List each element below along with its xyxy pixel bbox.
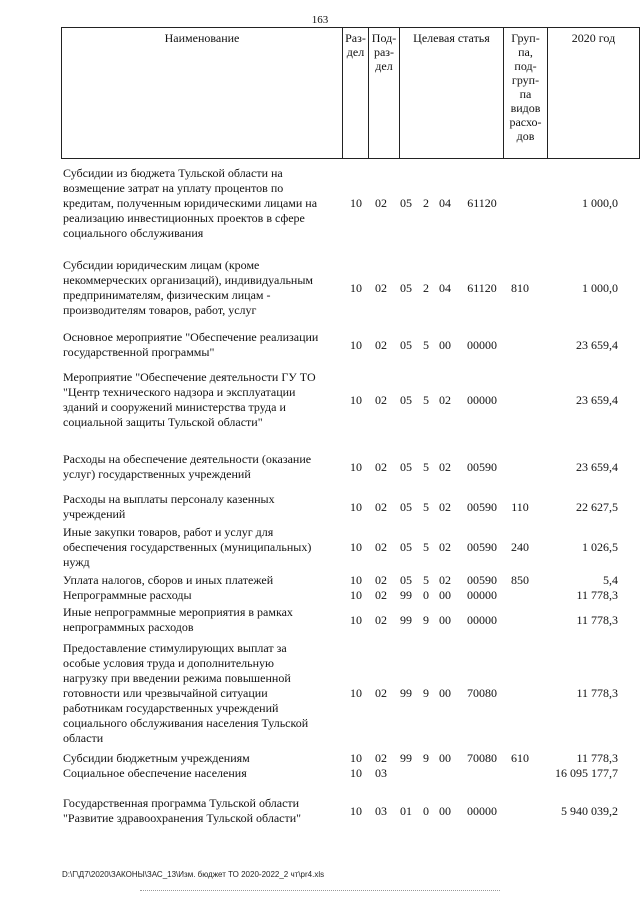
cell-pr: 02 (375, 338, 387, 352)
cell-c3: 04 (439, 196, 451, 210)
cell-c4: 70080 (467, 751, 497, 765)
row-name: Государственная программа Тульской области "Развитие здравоохранения Тульской области" (63, 796, 302, 825)
cell-c3: 00 (439, 751, 451, 765)
cell-c3: 02 (439, 393, 451, 407)
cell-amount: 22 627,5 (576, 500, 618, 514)
cell-c1: 99 (400, 613, 412, 627)
cell-c2: 5 (423, 500, 429, 514)
cell-c4: 00590 (467, 540, 497, 554)
cell-rz: 10 (350, 686, 362, 700)
row-name: Субсидии юридическим лицам (кроме некоммерческих организаций), индивидуальным предпринимателям, физическим лицам - производителям товаров, работ, услуг (63, 258, 313, 317)
cell-rz: 10 (350, 196, 362, 210)
cell-rz: 10 (350, 751, 362, 765)
cell-rz: 10 (350, 460, 362, 474)
cell-pr: 02 (375, 588, 387, 602)
cell-c1: 99 (400, 751, 412, 765)
cell-c3: 00 (439, 588, 451, 602)
cell-c2: 9 (423, 613, 429, 627)
table-header (61, 27, 640, 159)
cell-rz: 10 (350, 281, 362, 295)
cell-c3: 00 (439, 804, 451, 818)
cell-pr: 02 (375, 751, 387, 765)
cell-c3: 02 (439, 540, 451, 554)
cell-c3: 02 (439, 460, 451, 474)
header-podrazdel: Под- раз- дел (368, 27, 399, 159)
cell-c4: 00590 (467, 460, 497, 474)
cell-c1: 05 (400, 500, 412, 514)
cell-c4: 00000 (467, 804, 497, 818)
cell-c2: 0 (423, 588, 429, 602)
cell-rz: 10 (350, 804, 362, 818)
header-year: 2020 год (547, 27, 640, 159)
row-name: Предоставление стимулирующих выплат за особые условия труда и дополнительную нагрузку при введении режима повышенной готовности или чрезвычайной ситуации работникам государственных учреждений социального обслуживания населения Тульской области (63, 641, 309, 745)
row-name: Непрограммные расходы (63, 588, 192, 602)
cell-c2: 9 (423, 686, 429, 700)
footer-divider (140, 890, 500, 892)
cell-c2: 2 (423, 196, 429, 210)
row-name: Иные закупки товаров, работ и услуг для обеспечения государственных (муниципальных) нужд (63, 525, 312, 569)
cell-vr: 110 (511, 500, 529, 514)
cell-c4: 00000 (467, 613, 497, 627)
cell-c1: 01 (400, 804, 412, 818)
cell-vr: 240 (511, 540, 529, 554)
cell-pr: 02 (375, 196, 387, 210)
cell-vr: 850 (511, 573, 529, 587)
cell-pr: 03 (375, 766, 387, 780)
cell-c4: 61120 (467, 281, 497, 295)
cell-vr: 810 (511, 281, 529, 295)
cell-c3: 00 (439, 686, 451, 700)
cell-c2: 0 (423, 804, 429, 818)
row-name: Мероприятие "Обеспечение деятельности ГУ ТО "Центр технического надзора и эксплуатации зданий и сооружений министерства труда и социальной защиты Тульской области" (63, 370, 316, 429)
cell-amount: 5,4 (603, 573, 618, 587)
cell-pr: 02 (375, 613, 387, 627)
cell-amount: 1 000,0 (582, 281, 618, 295)
cell-c1: 05 (400, 338, 412, 352)
cell-c3: 00 (439, 613, 451, 627)
cell-c1: 05 (400, 460, 412, 474)
row-name: Социальное обеспечение населения (63, 766, 247, 780)
file-path-footer: D:\Г\Д7\2020\ЗАКОНЫ\ЗАС_13\Изм. бюджет ТО 2020-2022_2 чт\pr4.xls (62, 870, 325, 879)
cell-amount: 1 026,5 (582, 540, 618, 554)
cell-pr: 02 (375, 281, 387, 295)
cell-c3: 04 (439, 281, 451, 295)
header-gruppa: Груп- па, под- груп- па видов расхо- дов (503, 27, 547, 159)
cell-c2: 5 (423, 540, 429, 554)
cell-amount: 23 659,4 (576, 460, 618, 474)
cell-c4: 00000 (467, 588, 497, 602)
cell-c1: 05 (400, 573, 412, 587)
cell-c2: 5 (423, 573, 429, 587)
row-name: Иные непрограммные мероприятия в рамках непрограммных расходов (63, 605, 293, 634)
cell-amount: 11 778,3 (576, 686, 618, 700)
cell-rz: 10 (350, 766, 362, 780)
cell-c1: 99 (400, 588, 412, 602)
cell-rz: 10 (350, 500, 362, 514)
cell-c2: 5 (423, 338, 429, 352)
cell-amount: 1 000,0 (582, 196, 618, 210)
row-name: Субсидии из бюджета Тульской области на возмещение затрат на уплату процентов по кредитам, полученным юридическими лицами на реализацию инвестиционных проектов в сфере социального обслуживания (63, 166, 318, 240)
header-celevaya-statya: Целевая статья (399, 27, 503, 159)
cell-amount: 11 778,3 (576, 613, 618, 627)
cell-pr: 02 (375, 460, 387, 474)
header-razdel: Раз- дел (342, 27, 368, 159)
cell-c4: 00590 (467, 573, 497, 587)
row-name: Расходы на обеспечение деятельности (оказание услуг) государственных учреждений (63, 452, 312, 481)
cell-c3: 02 (439, 573, 451, 587)
cell-c2: 5 (423, 393, 429, 407)
cell-c4: 00590 (467, 500, 497, 514)
row-name: Основное мероприятие "Обеспечение реализации государственной программы" (63, 330, 319, 359)
row-name: Уплата налогов, сборов и иных платежей (63, 573, 274, 587)
row-name: Расходы на выплаты персоналу казенных учреждений (63, 492, 275, 521)
cell-c2: 2 (423, 281, 429, 295)
cell-amount: 23 659,4 (576, 393, 618, 407)
cell-c2: 9 (423, 751, 429, 765)
cell-rz: 10 (350, 613, 362, 627)
cell-c1: 05 (400, 540, 412, 554)
cell-amount: 23 659,4 (576, 338, 618, 352)
cell-rz: 10 (350, 393, 362, 407)
cell-c1: 99 (400, 686, 412, 700)
cell-amount: 5 940 039,2 (561, 804, 618, 818)
row-name: Субсидии бюджетным учреждениям (63, 751, 250, 765)
cell-c4: 00000 (467, 393, 497, 407)
cell-amount: 16 095 177,7 (555, 766, 618, 780)
cell-c4: 61120 (467, 196, 497, 210)
cell-c4: 00000 (467, 338, 497, 352)
cell-c4: 70080 (467, 686, 497, 700)
page-number: 163 (311, 14, 329, 26)
cell-amount: 11 778,3 (576, 588, 618, 602)
cell-rz: 10 (350, 338, 362, 352)
cell-c3: 02 (439, 500, 451, 514)
cell-rz: 10 (350, 588, 362, 602)
cell-rz: 10 (350, 540, 362, 554)
cell-pr: 02 (375, 540, 387, 554)
cell-pr: 02 (375, 500, 387, 514)
cell-pr: 02 (375, 573, 387, 587)
cell-c1: 05 (400, 393, 412, 407)
cell-pr: 02 (375, 686, 387, 700)
cell-amount: 11 778,3 (576, 751, 618, 765)
cell-c3: 00 (439, 338, 451, 352)
cell-c1: 05 (400, 281, 412, 295)
cell-c2: 5 (423, 460, 429, 474)
cell-pr: 02 (375, 393, 387, 407)
cell-c1: 05 (400, 196, 412, 210)
cell-pr: 03 (375, 804, 387, 818)
header-name: Наименование (61, 27, 342, 159)
cell-vr: 610 (511, 751, 529, 765)
cell-rz: 10 (350, 573, 362, 587)
